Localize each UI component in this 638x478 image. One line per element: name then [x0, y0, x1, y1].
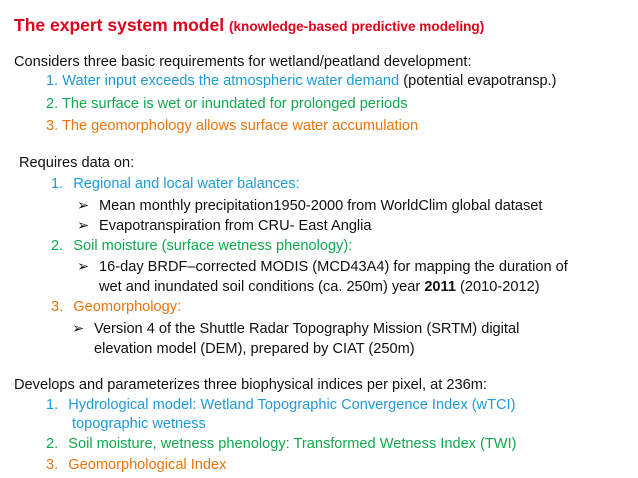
indices-intro: Develops and parameterizes three biophysical indices per pixel, at 236m:	[14, 377, 487, 393]
bullet-year: 2011	[424, 279, 456, 295]
requirement-text: Water input exceeds the atmospheric water demand	[62, 73, 400, 89]
data-item-label: Geomorphology:	[73, 299, 182, 315]
data-item-label: Soil moisture (surface wetness phenology):	[73, 238, 353, 254]
data-bullet-continuation	[99, 278, 540, 296]
list-number: 3.	[51, 299, 64, 315]
index-item-2	[46, 435, 517, 453]
list-number: 3.	[46, 118, 59, 134]
bullet-text: Mean monthly precipitation1950-2000 from WorldClim global dataset	[99, 198, 543, 214]
index-item-3	[46, 456, 226, 474]
index-text: Soil moisture, wetness phenology: Transformed Wetness Index (TWI)	[68, 436, 517, 452]
index-text: Hydrological model: Wetland Topographic Convergence Index (wTCI)	[68, 397, 516, 413]
requirements-intro: Considers three basic requirements for wetland/peatland development:	[14, 54, 472, 70]
list-number: 2.	[46, 436, 59, 452]
title-subtitle: (knowledge-based predictive modeling)	[228, 19, 485, 34]
bullet-text: (2010-2012)	[460, 279, 540, 295]
data-requirements-intro: Requires data on:	[19, 155, 135, 171]
bullet-text: wet and inundated soil conditions (ca. 250m) year	[99, 279, 421, 295]
list-number: 2.	[51, 238, 64, 254]
index-text: Geomorphological Index	[68, 457, 227, 473]
arrow-bullet-icon: ➢	[77, 198, 90, 214]
data-bullet	[72, 320, 519, 338]
data-item-3	[51, 298, 181, 316]
requirement-item-2	[46, 95, 408, 113]
data-item-1	[51, 175, 300, 193]
requirement-item-3	[46, 117, 418, 135]
data-bullet	[77, 217, 372, 235]
index-item-1-continuation: topographic wetness	[72, 416, 206, 432]
list-number: 1.	[46, 397, 59, 413]
slide-title	[14, 15, 484, 37]
index-item-1	[46, 396, 515, 414]
list-number: 3.	[46, 457, 59, 473]
list-number: 1.	[51, 176, 64, 192]
data-item-label: Regional and local water balances:	[73, 176, 300, 192]
list-number: 2.	[46, 96, 59, 112]
arrow-bullet-icon: ➢	[77, 218, 90, 234]
bullet-text: 16-day BRDF–corrected MODIS (MCD43A4) for mapping the duration of	[99, 259, 568, 275]
data-bullet	[77, 197, 542, 215]
data-bullet	[77, 258, 568, 276]
bullet-text: Version 4 of the Shuttle Radar Topography Mission (SRTM) digital	[94, 321, 520, 337]
arrow-bullet-icon: ➢	[77, 259, 90, 275]
data-item-2	[51, 237, 352, 255]
requirement-text: The surface is wet or inundated for prolonged periods	[61, 96, 408, 112]
arrow-bullet-icon: ➢	[72, 321, 85, 337]
data-bullet-continuation: elevation model (DEM), prepared by CIAT (250m)	[94, 341, 415, 357]
title-main: The expert system model	[14, 15, 225, 35]
bullet-text: Evapotranspiration from CRU- East Anglia	[99, 218, 372, 234]
requirement-note: (potential evapotransp.)	[403, 73, 557, 89]
requirement-item-1	[46, 72, 557, 90]
requirement-text: The geomorphology allows surface water accumulation	[61, 118, 419, 134]
list-number: 1.	[46, 73, 59, 89]
